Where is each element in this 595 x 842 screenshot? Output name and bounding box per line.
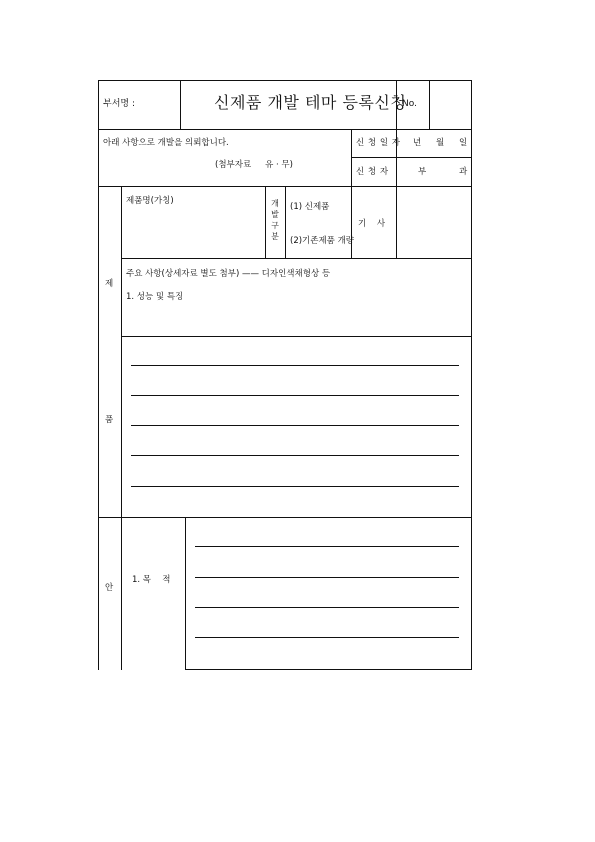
purpose-write-line[interactable] <box>195 607 459 608</box>
misc-label: 기 사 <box>358 219 390 229</box>
frame-bottom-right <box>185 669 472 670</box>
divider <box>98 517 472 518</box>
attachment-text: (첨부자료 유 · 무) <box>215 160 293 170</box>
document-number-field[interactable] <box>434 98 468 110</box>
date-year-unit: 년 <box>413 138 422 148</box>
applicant-dept-unit: 부 <box>418 167 427 177</box>
side-char-3: 안 <box>105 583 114 593</box>
side-char-2: 품 <box>105 415 114 425</box>
divider <box>265 186 266 258</box>
applicant-section-unit: 과 <box>459 167 468 177</box>
performance-write-line[interactable] <box>131 365 459 366</box>
applicant-label: 신 청 자 <box>356 167 389 177</box>
divider <box>98 129 472 130</box>
performance-label: 1. 성능 및 특징 <box>126 292 184 302</box>
divider <box>351 186 352 258</box>
side-char-1: 제 <box>105 279 114 289</box>
main-points-text: 주요 사항(상세자료 별도 첨부) —— 디자인색채형상 등 <box>126 269 331 279</box>
dept-label: 부서명 : <box>103 99 135 109</box>
product-name-label: 제품명(가칭) <box>126 196 174 206</box>
request-text: 아래 사항으로 개발을 의뢰합니다. <box>103 138 229 148</box>
divider <box>285 186 286 258</box>
divider <box>121 336 472 337</box>
frame-right <box>471 80 472 670</box>
date-month-unit: 월 <box>436 138 445 148</box>
form-title: 신제품 개발 테마 등록신청 <box>214 93 407 112</box>
performance-write-line[interactable] <box>131 455 459 456</box>
no-label: No. <box>402 99 417 109</box>
dev-type-option-new[interactable]: (1) 신제품 <box>290 202 330 212</box>
performance-write-line[interactable] <box>131 395 459 396</box>
divider <box>180 80 181 129</box>
product-name-field[interactable] <box>126 215 260 253</box>
divider <box>396 186 397 258</box>
apply-date-label: 신 청 일 자 <box>356 138 401 148</box>
date-day-unit: 일 <box>459 138 468 148</box>
misc-field[interactable] <box>400 192 468 254</box>
performance-write-line[interactable] <box>131 425 459 426</box>
purpose-label: 1. 목 적 <box>132 575 171 585</box>
purpose-write-line[interactable] <box>195 637 459 638</box>
dev-type-label: 개발구분 <box>271 199 279 241</box>
purpose-write-line[interactable] <box>195 546 459 547</box>
performance-write-line[interactable] <box>131 486 459 487</box>
divider <box>429 80 430 129</box>
frame-top <box>98 80 472 81</box>
purpose-write-line[interactable] <box>195 577 459 578</box>
divider <box>121 258 472 259</box>
frame-left <box>98 80 99 670</box>
dept-name-field[interactable] <box>140 98 176 110</box>
dev-type-option-improve[interactable]: (2)기존제품 개량 <box>290 236 355 246</box>
divider <box>351 157 472 158</box>
divider <box>185 517 186 670</box>
